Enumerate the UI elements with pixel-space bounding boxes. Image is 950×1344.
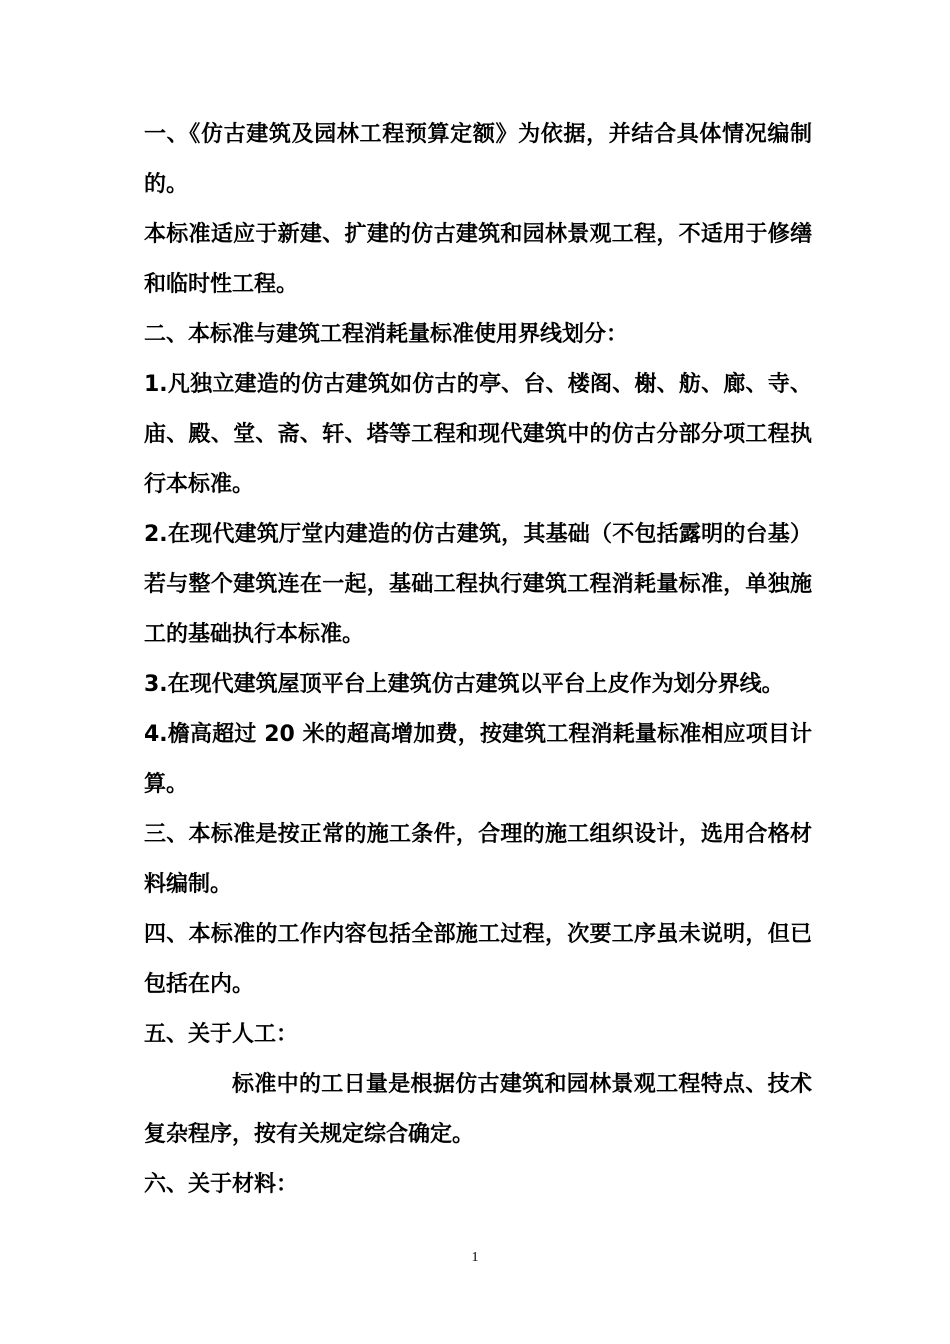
paragraph-item-1: 1.凡独立建造的仿古建筑如仿古的亭、台、楼阁、榭、舫、廊、寺、庙、殿、堂、斋、轩、塔等工程和现代建筑中的仿古分部分项工程执行本标准。 [144,372,812,497]
heading-boundary: 二、本标准与建筑工程消耗量标准使用界线划分： [144,322,629,347]
paragraph-conditions: 三、本标准是按正常的施工条件，合理的施工组织设计，选用合格材料编制。 [144,822,812,897]
document-body [144,110,812,1210]
heading-materials: 六、关于材料： [144,1172,299,1197]
paragraph-work-content: 四、本标准的工作内容包括全部施工过程，次要工序虽未说明，但已包括在内。 [144,922,812,997]
paragraph-scope: 本标准适应于新建、扩建的仿古建筑和园林景观工程，不适用于修缮和临时性工程。 [144,222,812,297]
paragraph-item-2: 2.在现代建筑厅堂内建造的仿古建筑，其基础（不包括露明的台基）若与整个建筑连在一起，基础工程执行建筑工程消耗量标准，单独施工的基础执行本标准。 [144,522,812,647]
paragraph-labor-detail: 标准中的工日量是根据仿古建筑和园林景观工程特点、技术复杂程序，按有关规定综合确定。 [144,1072,812,1147]
paragraph-item-3: 3.在现代建筑屋顶平台上建筑仿古建筑以平台上皮作为划分界线。 [144,672,784,697]
heading-labor: 五、关于人工： [144,1022,299,1047]
paragraph-basis: 一、《仿古建筑及园林工程预算定额》为依据，并结合具体情况编制的。 [144,122,812,197]
page-number: 1 [471,1250,479,1265]
paragraph-item-4: 4.檐高超过 20 米的超高增加费，按建筑工程消耗量标准相应项目计算。 [144,722,812,797]
